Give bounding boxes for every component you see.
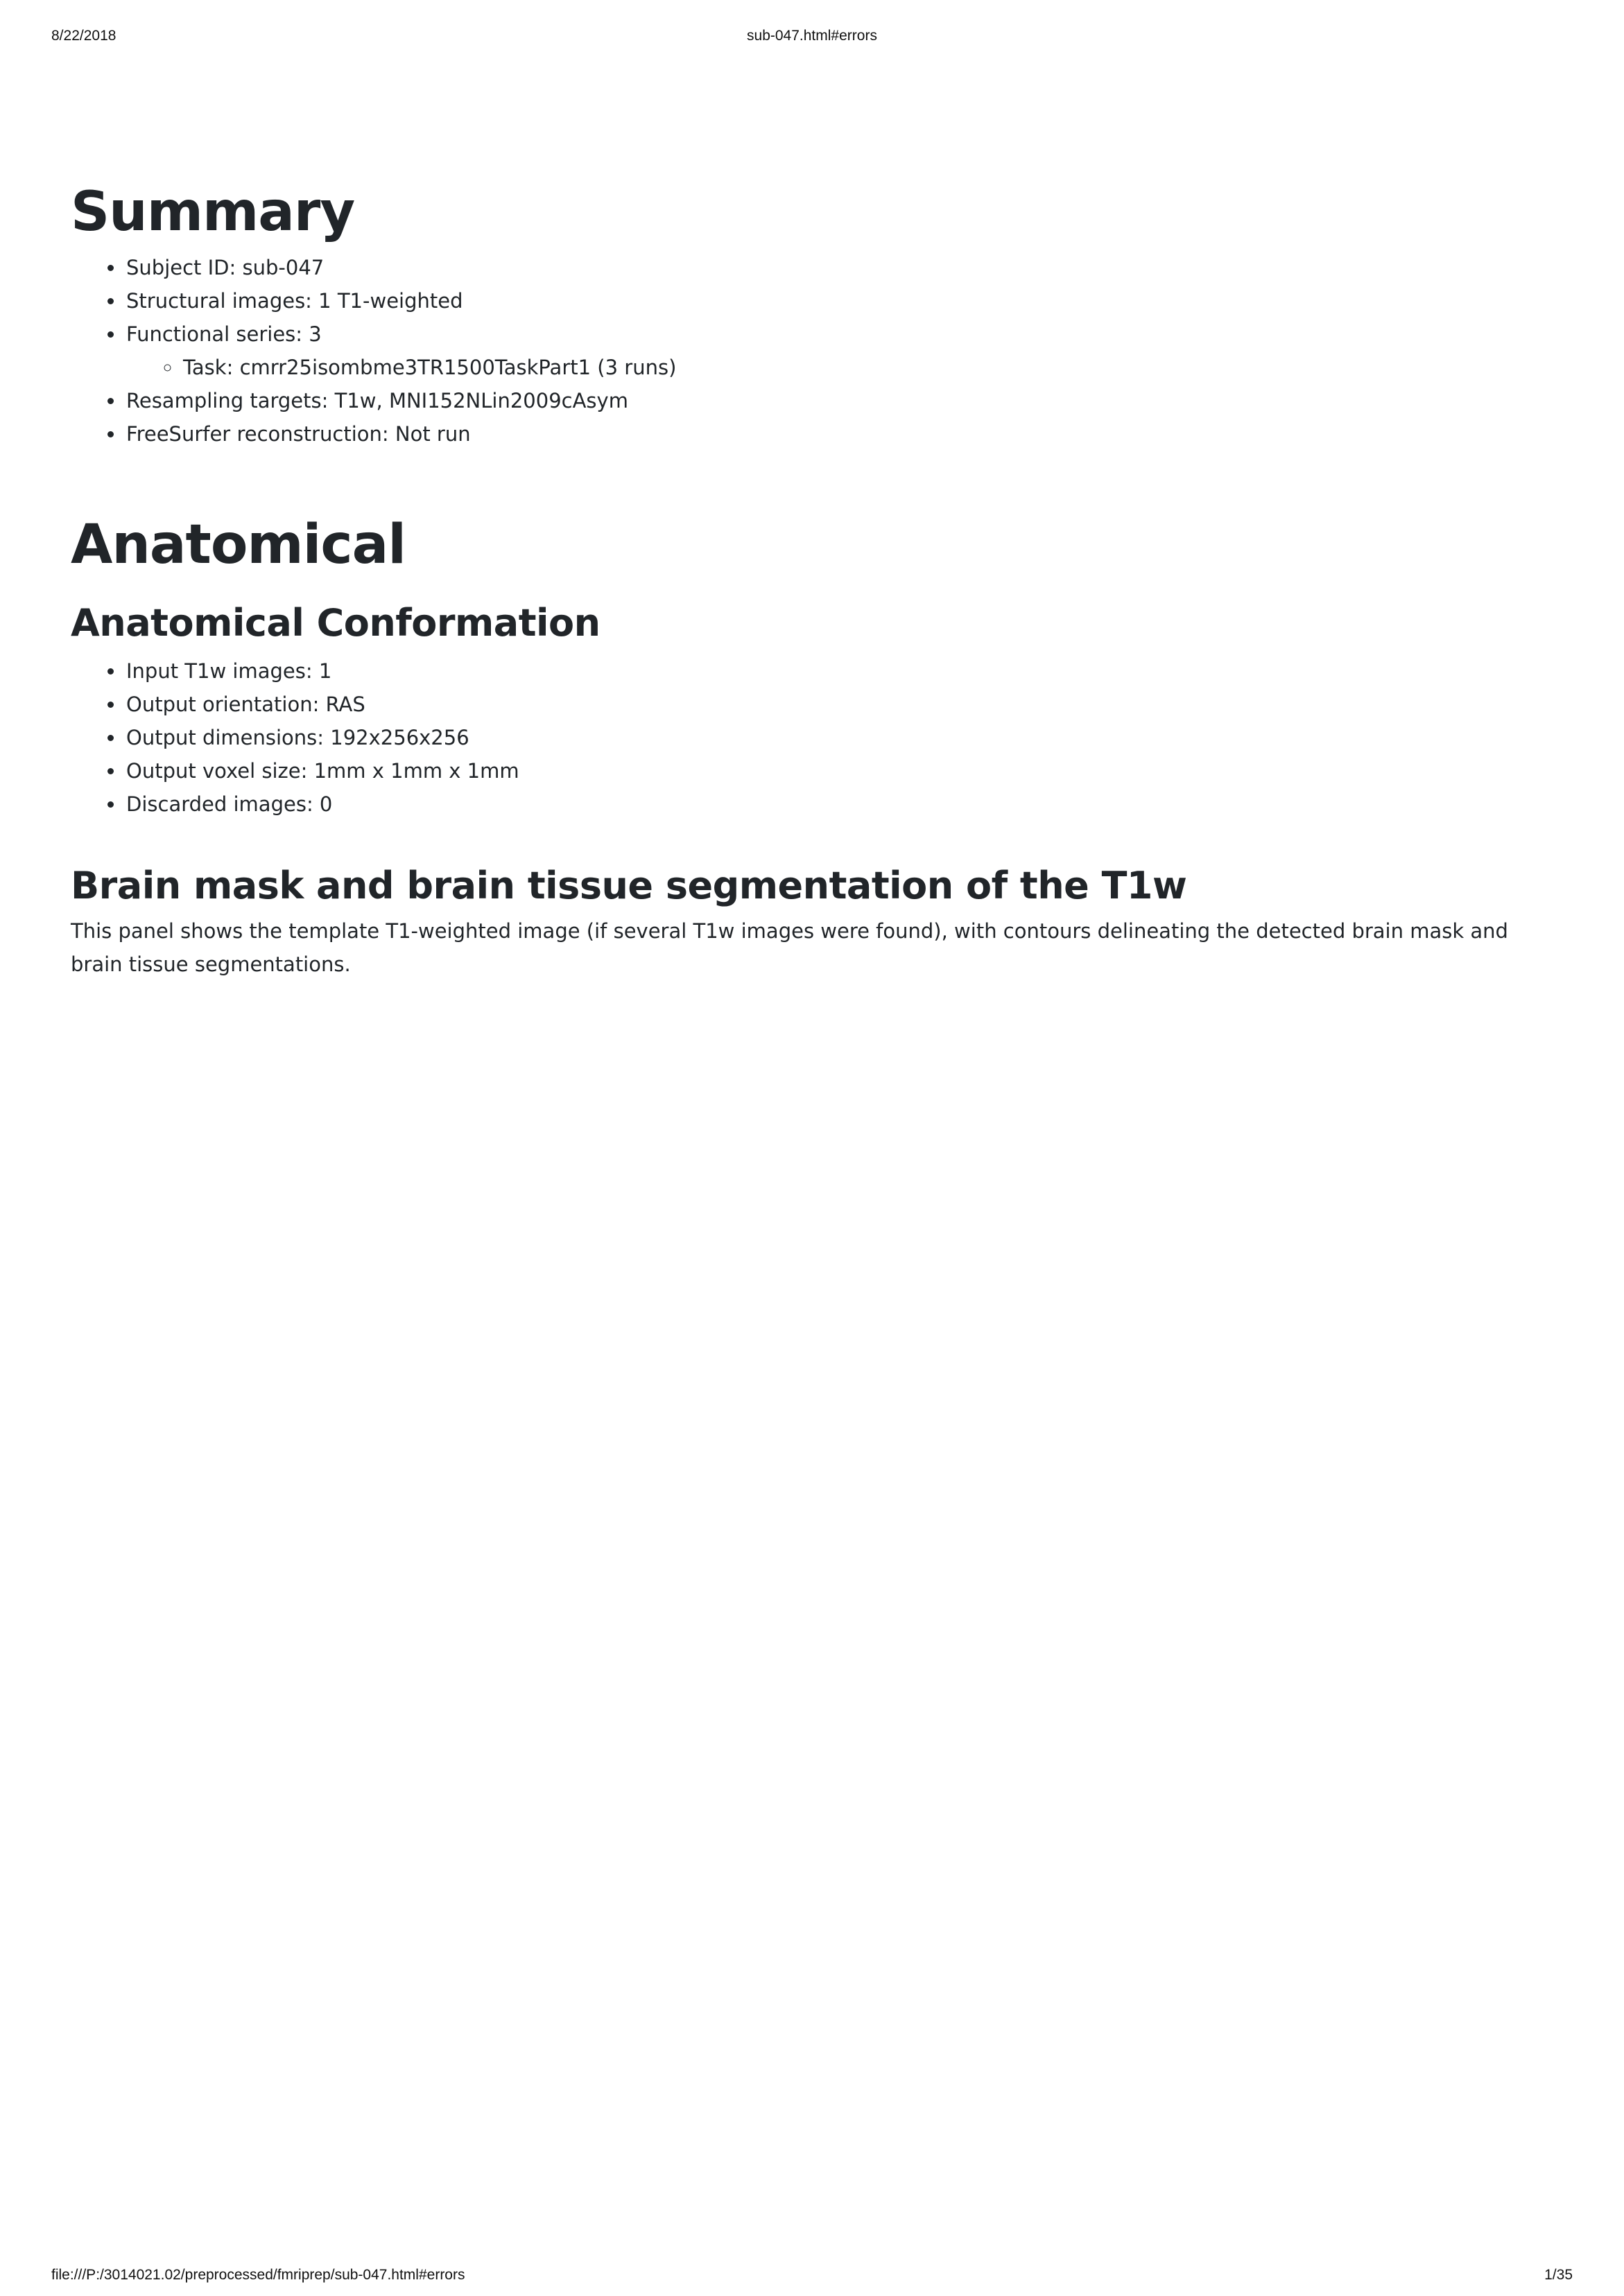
anatomical-conformation-heading: Anatomical Conformation [71, 601, 601, 645]
conformation-list [71, 654, 1569, 821]
list-item: ◦ Task: cmrr25isombme3TR1500TaskPart1 (3 runs) [182, 351, 1569, 384]
brain-mask-heading: Brain mask and brain tissue segmentation of the T1w [71, 863, 1187, 907]
print-page-title: sub-047.html#errors [747, 28, 877, 44]
print-footer [51, 2267, 1573, 2288]
list-item: • Resampling targets: T1w, MNI152NLin2009cAsym [125, 384, 1569, 417]
print-date: 8/22/2018 [51, 28, 116, 44]
list-item: • Output orientation: RAS [125, 688, 1569, 721]
list-item-label: Functional series: 3 [126, 322, 322, 346]
list-item: • Input T1w images: 1 [125, 654, 1569, 688]
list-item: • Output voxel size: 1mm x 1mm x 1mm [125, 754, 1569, 788]
anatomical-heading: Anatomical [71, 513, 406, 576]
list-item [125, 318, 1569, 384]
list-item: • FreeSurfer reconstruction: Not run [125, 417, 1569, 451]
report-content [71, 180, 1569, 981]
list-item: • Structural images: 1 T1-weighted [125, 284, 1569, 318]
summary-heading: Summary [71, 181, 355, 243]
brain-mask-description: This panel shows the template T1-weighted image (if several T1w images were found), with contours delineating the detected brain mask and brain tissue segmentations. [71, 919, 1508, 976]
list-item: • Subject ID: sub-047 [125, 251, 1569, 284]
list-item: • Output dimensions: 192x256x256 [125, 721, 1569, 754]
functional-series-sublist [126, 351, 1569, 384]
list-item: • Discarded images: 0 [125, 788, 1569, 821]
print-header [51, 28, 1573, 49]
print-page-number: 1/35 [1544, 2267, 1573, 2283]
print-url: file:///P:/3014021.02/preprocessed/fmriprep/sub-047.html#errors [51, 2267, 465, 2283]
summary-list [71, 251, 1569, 451]
